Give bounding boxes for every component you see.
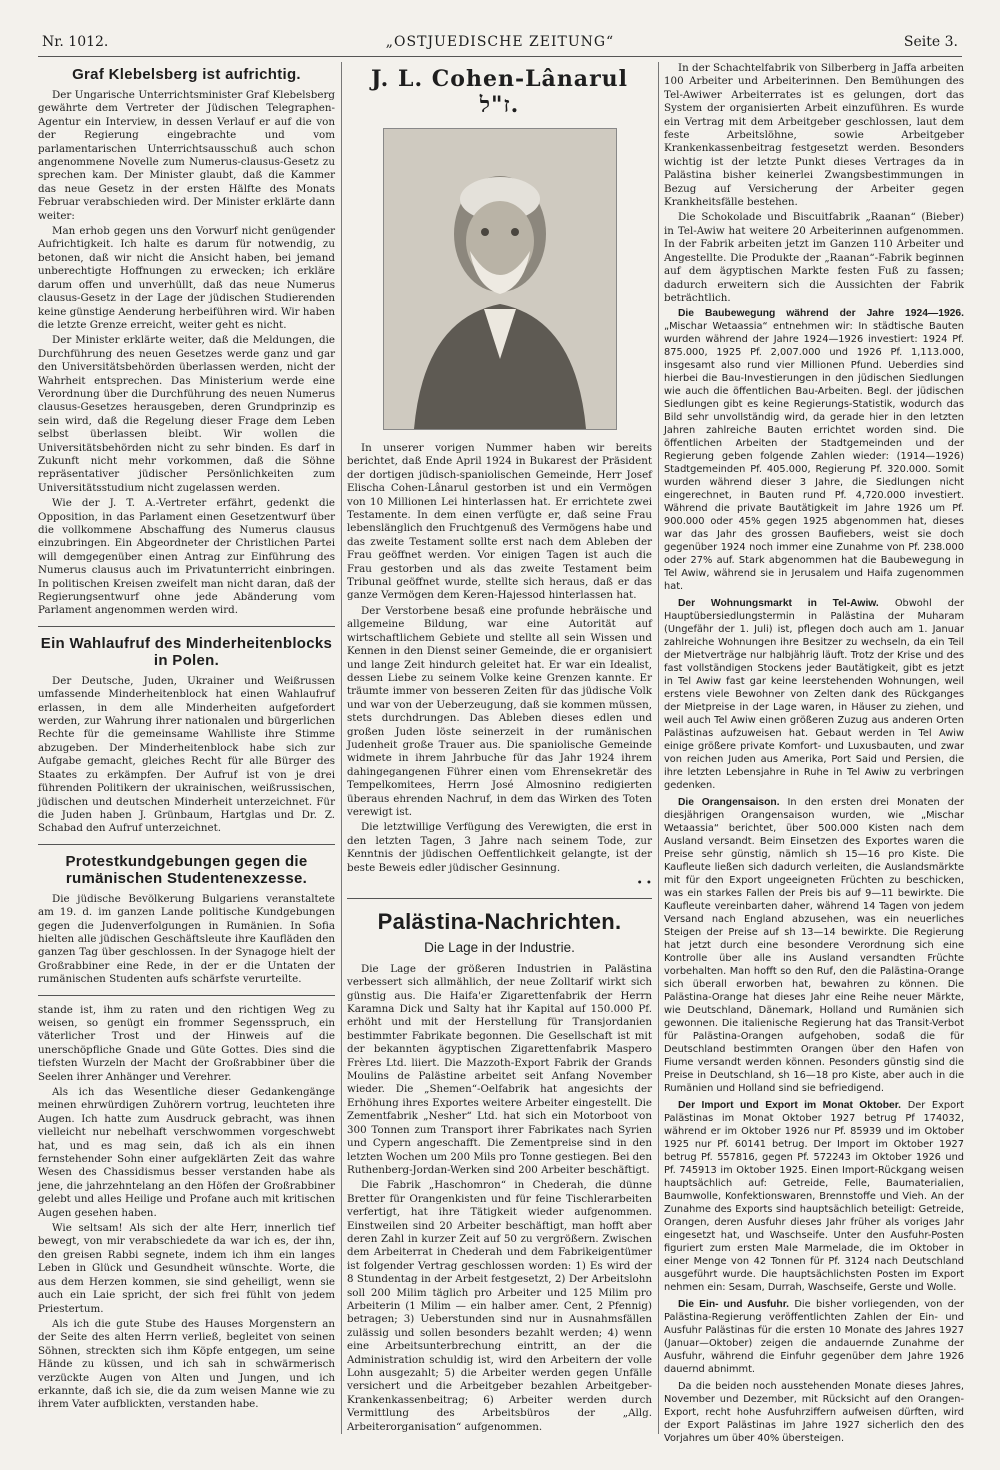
paragraph: Als ich das Wesentliche dieser Gedankengänge meinen ehrwürdigen Zuhörern vortrug, leuchteten ihre Augen. Ich hatte zum Ausdruck gebracht, was ihnen vielleicht nur nebelhaft verschwommen vorgeschwebt hat, und es mag sein, daß ich als ein ihnen fernstehender Sohn einer aufgeklärten Zeit das wahre Wesen des Chassidismus besser verstanden habe als jene, die jahrzehntelang an den Höfen der Großrabbiner gelebt und alles Heilige und Profane auch mit kritischen Augen gesehen haben. (38, 1086, 335, 1219)
paragraph: In unserer vorigen Nummer haben wir bereits berichtet, daß Ende April 1924 in Bukarest der Präsident der dortigen jüdisch-spaniolischen Gemeinde, Herr Josef Elischa Cohen-Lânarul gestorben ist und ein Vermögen von 10 Millionen Lei hinterlassen hat. Er errichtete zwei Testamente. In dem einen verfügte er, daß seine Frau lebenslänglich den Fruchtgenuß des Vermögens habe und das zweite Testament sollte erst nach dem Ableben der Frau geöffnet werden. Vor einigen Tagen ist auch die Frau gestorben und als das zweite Testament beim Tribunal geöffnet wurde, stellte sich heraus, daß er das ganze Vermögen dem Keren-Hajessod hinterlassen hat. (347, 442, 652, 602)
column-rule (658, 62, 659, 1434)
divider (38, 626, 335, 627)
paragraph: In der Schachtelfabrik von Silberberg in Jaffa arbeiten 100 Arbeiter und Arbeiterinnen. Den Bemühungen des Tel-Awiwer Arbeiterrates ist es gelungen, dort das System der organisierten Arbeit einzuführen. Es wurde ein Vertrag mit dem Arbeitgeber geschlossen, laut dem feste Arbeitslöhne, sowie Arbeitgeber Krankenkassenbeitrag festgesetzt werden. Besonders wichtig ist der letzte Punkt dieses Vertrages da in Palästina bisher keinerlei Zwangsbestimmungen in Bezug auf Versicherung der Arbeiter gegen Krankheitsfälle bestehen. (664, 62, 964, 209)
paragraph: Wie seltsam! Als sich der alte Herr, innerlich tief bewegt, von mir verabschiedete da war ich es, der ihn, den greisen Rabbi segnete, indem ich ihm ein langes Leben in Glück und Gesundheit wünschte. Worte, die aus dem Herzen kommen, sie sind geheiligt, wenn sie auch ein Laie spricht, der sich frei fühlt von jedem Priestertum. (38, 1222, 335, 1315)
paragraph: Der Minister erklärte weiter, daß die Meldungen, die Durchführung des neuen Gesetzes werde ganz und gar den Universitätsbehörden überlassen werden, nicht der Wahrheit entsprechen. Das Ministerium werde eine Verordnung über die Durchführung des neuen Numerus clausus-Gesetzes herausgeben, deren Grundprinzip es sein wird, daß die Regelung dieser Frage dem Leben selbst überlassen bleibt. Wir wollen die Universitätsbehörden nicht zu sehr binden. Es darf in Zukunft nicht mehr vorkommen, daß die Söhne repräsentativer jüdischer Persönlichkeiten zum Universitätsstudium nicht zugelassen werden. (38, 334, 335, 494)
divider (38, 844, 335, 845)
paragraph: Die jüdische Bevölkerung Bulgariens veranstaltete am 19. d. im ganzen Lande politische Kundgebungen gegen die Judenverfolgungen in Rumänien. In Sofia hielten alle jüdischen Geschäftsleute ihre Kaufläden den ganzen Tag über geschlossen. In der Synagoge hielt der Großrabbiner eine Rede, in der er die Untaten der rumänischen Studenten aufs schärfste verurteilte. (38, 892, 335, 986)
news-item-heading: Die Ein- und Ausfuhr. (678, 1299, 790, 1311)
paragraph: Der Ungarische Unterrichtsminister Graf Klebelsberg gewährte dem Vertreter der Jüdischen Telegraphen-Agentur ein Interview, in dessen Verlauf er auf die von der Regierung eingebrachte und vom parlamentarischen Unterrichtsausschuß auch schon angenommene Novelle zum Numerus-clausus-Gesetz zu sprechen kam. Der Minister glaubt, daß die Kammer das neue Gesetz in der ersten Hälfte des Monats Februar verabschieden wird. Der Minister erklärte dann weiter: (38, 89, 335, 222)
paragraph: Wie der J. T. A.-Vertreter erfährt, gedenkt die Opposition, in das Parlament einen Gesetzentwurf über die vollkommene Abschaffung des Numerus clausus einzubringen. Ein Abgeordneter der Christlichen Partei will demgegenüber einen Antrag zur Einführung des Numerus clausus auch im Privatunterricht einbringen. In politischen Kreisen zweifelt man nicht daran, daß der Regierungsentwurf ohne jede Abänderung vom Parlament angenommen werden wird. (38, 497, 335, 617)
paragraph: Die Schokolade und Biscuitfabrik „Raanan“ (Bieber) in Tel-Awiw hat weitere 20 Arbeiterinnen aufgenommen. In der Fabrik arbeiten jetzt im Ganzen 110 Arbeiter und Angestellte. Die Produkte der „Raanan“-Fabrik beginnen auf dem ägyptischen Markte festen Fuß zu fassen; dadurch erweitern sich die Aussichten der Fabrik beträchtlich. (664, 211, 964, 304)
paragraph: Da die beiden noch ausstehenden Monate dieses Jahres, November und Dezember, mit Rücksicht auf den Orangen-Export, recht hohe Ausfuhrziffern aufweisen dürften, wird der Export Palästinas im Jahre 1927 sicherlich den des Vorjahres um über 40% übersteigen. (664, 1381, 964, 1445)
section-title-palaestina: Palästina-Nachrichten. (377, 909, 622, 935)
paragraph: Der Verstorbene besaß eine profunde hebräische und allgemeine Bildung, war eine Autorität auf wirtschaftlichem Gebiete und stellte all sein Wissen und Kennen in den Dienst seiner Gemeinde, die er organisiert und lange Zeit hindurch geleitet hat. Er war ein Idealist, dessen Liebe zu seinem Volke keine Grenzen kannte. Er träumte immer von besseren Zeiten für das jüdische Volk und war von der Ueberzeugung, daß sie kommen müssen, stets durchdrungen. Das Ableben dieses edlen und großen Juden löste seinerzeit in der rumänischen Judenheit große Trauer aus. Die spaniolische Gemeinde widmete in ihrem Jahrbuche für das Jahr 1924 ihrem dahingegangenen Führer einen vom Ehrensekretär des Tempelkomitees, Herrn José Almosnino redigierten überaus ehrenden Nachruf, in dem das Wirken des Toten verewigt ist. (347, 604, 652, 818)
news-item-text: Der Export Palästinas im Monat Oktober 1927 betrug Pf 174032, während er im Oktober 1926 nur Pf. 85939 und im Oktober 1925 nur Pf. 60141 betrug. Der Import im Oktober 1927 betrug Pf. 557816, gegen Pf. 572243 im Oktober 1926 und Pf. 745913 im Oktober 1925. Einen Import-Rückgang weisen hauptsächlich auf: Getreide, Felle, Baumaterialien, Baumwolle, Konfektionswaren, Brennstoffe und Vieh. An der Zunahme des Exports sind hauptsächlich beteiligt: Getreide, Orangen, deren Ausfuhr dieses Jahr früher als voriges Jahr eingesetzt hat, und Waschseife. Unter den Ausfuhr-Posten figuriert zum ersten Male Marmelade, die im Oktober in einer Menge von 42 Tonnen für Pf. 3124 nach Deutschland ausgeführt wurde. Die hauptsächlichsten Posten im Export nehmen ein: Sesam, Durrah, Waschseife, Gerste und Wolle. (664, 1100, 964, 1294)
paragraph: Die Lage der größeren Industrien in Palästina verbessert sich allmählich, der neue Zolltarif wirkt sich günstig aus. Die Haifa'er Zigarettenfabrik der Herrn Karamna Dick und Salty hat ihr Kapital auf 150.000 Pf. erhöht und mit der Herstellung für Transjordanien bestimmter Fabrikate begonnen. Die Gesellschaft ist mit der bekannten ägyptischen Zigarettenfabrik Maspero Frères Ltd. liiert. Die Mazzoth-Export Fabrik der Grands Moulins de Palästine arbeitet seit Anfang November wieder. Die „Shemen“-Oelfabrik hat angesichts der Erhöhung ihres Exportes weitere Arbeiter eingestellt. Die Zementfabrik „Nesher“ Ltd. hat sich ein Motorboot von 300 Tonnen zum Transport ihrer Fabrikates nach Syrien und Cypern angeschafft. Die Zementpreise sind in den letzten Wochen um 200 Mils pro Tonne gestiegen. Bei den Ruthenberg-Jordan-Werken sind 200 Arbeiter beschäftigt. (347, 962, 652, 1176)
news-item-heading: Der Wohnungsmarkt in Tel-Awiw. (678, 598, 879, 610)
portrait-photo (383, 128, 617, 430)
news-item-heading: Die Baubewegung während der Jahre 1924—1926. (678, 308, 964, 320)
column-left (38, 62, 335, 1434)
section-subtitle: Die Lage in der Industrie. (424, 940, 575, 956)
masthead (38, 30, 962, 57)
column-middle (347, 62, 652, 1434)
news-item-text: Die bisher vorliegenden, von der Palästina-Regierung veröffentlichten Zahlen der Ein- und Ausfuhr Palästinas für die ersten 10 Monate des Jahres 1927 (Januar—Oktober) zeigen die andauernde Zunahme der Ausfuhr, während die Einfuhr gegenüber dem Jahre 1926 dauernd abnimmt. (664, 1299, 964, 1376)
news-item-wohnungsmarkt (664, 597, 964, 792)
news-item-import-export (664, 1099, 964, 1294)
news-item-ein-ausfuhr (664, 1298, 964, 1376)
article-title-klebelsberg: Graf Klebelsberg ist aufrichtig. (72, 66, 301, 83)
news-item-text: In den ersten drei Monaten der diesjährigen Orangensaison wurden, wie „Mischar Wetaassia“ berichtet, über 500.000 Kisten nach dem Ausland versandt. Beim Einsetzen des Exportes waren die Preise sehr günstig, nämlich sh 15—16 pro Kiste. Die Kaufleute ließen sich dadurch verleiten, die Auslandsmärkte mit für den Export ungeeigneten Früchten zu beschicken, was ein starkes Fallen der Preis bis auf 9—11 bewirkte. Die Kaufleute vereinbarten daher, während 14 Tagen von jedem Versand nach England abzusehen, was ein neuerliches Steigen der Preise auf sh 13—14 bewirkte. Die Regierung hat jetzt durch eine besondere Verordnung sich eine Kontrolle über alle ins Ausland versandten Früchte vorbehalten. Man hofft so den Ruf, den die Palästina-Orange sich überall erworben hat, bewahren zu können. Die Palästina-Orange hat dieses Jahr eine Reihe neuer Märkte, wie Deutschland, Dänemark, Holland und Rumänien sich gewonnen. Die italienische Regierung hat das Transit-Verbot für Palästina-Orangen aufgehoben, sodaß die für Deutschland bestimmten Orangen über den Hafen von Fiume versandt werden können. Pesonders günstig sind die Preise in Deutschland, sh 16—18 pro Kiste, aber auch in die Rumänien und Holland sind sie befriedigend. (664, 797, 964, 1095)
paragraph: stande ist, ihm zu raten und den richtigen Weg zu weisen, so genügt ein frommer Segensspruch, ein väterlicher Trost und der Hinweis auf die unerschöpfliche Gnade und Güte Gottes. Dies sind die tiefsten Wurzeln der Macht der Großrabbiner über die Seelen ihrer Anhänger und Verehrer. (38, 1003, 335, 1083)
portrait-image (384, 129, 616, 429)
divider (347, 898, 652, 899)
news-item-text: „Mischar Wetaassia“ entnehmen wir: In städtische Bauten wurden während der Jahre 1924—1926 investiert: 1924 Pf. 875.000, 1925 Pf. 2,007.000 und 1926 Pf. 1,113.000, insgesamt also rund vier Millionen Pfund. Ueberdies sind hierbei die Bau-Investierungen in den jüdischen Siedlungen wie auch die öffentlichen Bau-Arbeiten. Begl. der jüdischen Siedlungen gibt es keine Regierungs-Statistik, wodurch das Bild sehr unvollständig wird, da gerade hier in den letzten Jahren zahlreiche Bauten errichtet worden sind. Die öffentlichen Arbeiten der Stadtgemeinden und der Regierung geben folgende Zahlen wieder: (1914—1926) Stadtgemeinden Pf. 405.000, Regierung Pf. 320.000. Somit wurden während dieser 3 Jahre, die Siedlungen nicht eingerechnet, in Bauten rund Pf. 4,720.000 investiert. Während die private Bautätigkeit im Jahre 1926 um Pf. 900.000 oder 45% gegen 1925 abgenommen hat, dieses war das Jahr des grossen Baufiebers, weist sie doch gegenüber 1924 noch immer eine Zunahme von Pf. 238.000 oder 27% auf. Stark abgenommen hat die Baubewegung in Tel Awiw, während sie in Jerusalem und Haifa zugenommen hat. (664, 321, 964, 593)
paragraph: Man erhob gegen uns den Vorwurf nicht genügender Aufrichtigkeit. Ich halte es darum für notwendig, zu betonen, daß wir nicht die Ansicht haben, bei jemand unberechtigte Hoffnungen zu erwecken; ich erkläre darum offen und unverhüllt, daß das neue Numerus clausus-Gesetz in der Lage der jüdischen Studierenden keine günstige Aenderung herbeiführen wird. Wir haben die letzte Grenze erreicht, weiter geht es nicht. (38, 225, 335, 331)
article-title-wahlaufruf: Ein Wahlaufruf des Minderheitenblocks in Polen. (40, 634, 333, 669)
news-item-heading: Der Import und Export im Monat Oktober. (678, 1100, 902, 1112)
page-number: Seite 3. (903, 34, 958, 50)
news-briefs (664, 307, 964, 1445)
paragraph: Der Deutsche, Juden, Ukrainer und Weißrussen umfassende Minderheitenblock hat einen Wahlaufruf erlassen, in dem alle Minderheiten aufgefordert werden, zur Wahrung ihrer nationalen und bürgerlichen Rechte für die gemeinsame Wahlliste ihre Stimme abzugeben. Der Minderheitenblock habe sich zur Aufgabe gemacht, gleiches Recht für alle Bürger des Staates zu erkämpfen. Der Aufruf ist von je drei führenden Politikern der ukrainischen, weißrussischen, jüdischen und deutschen Minderheit unterzeichnet. Für die Juden haben J. Grünbaum, Hartglas und Dr. Z. Schabad den Aufruf unterzeichnet. (38, 674, 335, 835)
newspaper-title: „OSTJUEDISCHE ZEITUNG“ (385, 34, 615, 50)
news-item-text: Obwohl der Hauptübersiedlungstermin in Palästina der Muharam (Ungefähr der 1. Juli) ist, pflegen doch auch am 1. Januar zahlreiche Wohnungen ihre Besitzer zu wechseln, da ein Teil der Mietverträge nur halbjährig läuft. Trotz der Krise und des fast vollständigen Stockens jeder Bautätigkeit, gibt es jetzt in Tel Awiw fast gar keine leerstehenden Wohnungen, weil erstens viele Bewohner von Zelten dank des Rückganges der Mietpreise in der Lage waren, in Häuser zu ziehen, und weil auch Tel Awiw einen größeren Zuzug aus anderen Orten Palästinas aufzuweisen hat. Gebaut werden in Tel Awiw einige größere private Komfort- und Luxusbauten, und zwar von reichen Juden aus Amerika, Port Said und Persien, die ihre letzten Lebensjahre in Ruhe in Tel Awiw zu verbringen gedenken. (664, 598, 964, 792)
issue-number: Nr. 1012. (42, 34, 109, 50)
column-right (664, 62, 964, 1445)
divider (38, 995, 335, 996)
news-item-heading: Die Orangensaison. (678, 797, 780, 809)
article-title-cohen: J. L. Cohen-Lânarul ז"ל. (370, 66, 629, 118)
paragraph: Als ich die gute Stube des Hauses Morgenstern an der Seite des alten Herrn verließ, begleitet von seinen Söhnen, streckten sich ihm Köpfe entgegen, um seine Hände zu küssen, und ich sah in schwärmerisch verzückte Augen von Alten und Jungen, und ich erkannte, daß ich sie, die da zum weisen Manne wie zu ihrem Vater aufblickten, verstanden habe. (38, 1317, 335, 1411)
article-title-protest: Protestkundgebungen gegen die rumänischen Studentenexzesse. (65, 852, 308, 887)
paragraph: Die letztwillige Verfügung des Verewigten, die erst in den letzten Tagen, 3 Jahre nach seinem Tode, zur Kenntnis der jüdischen Oeffentlichkeit gelangte, ist der beste Beweis edler jüdischer Gesinnung. (347, 821, 652, 874)
news-item-baubewegung (664, 307, 964, 593)
news-item-orangensaison (664, 796, 964, 1095)
paragraph: Die Fabrik „Haschomron“ in Chederah, die dünne Bretter für Orangenkisten und für feine Tischlerarbeiten verfertigt, hat ihre Tätigkeit wieder aufgenommen. Einstweilen sind 20 Arbeiter beschäftigt, man hofft aber deren Zahl in kurzer Zeit auf 50 zu vergrößern. Zwischen dem Arbeiterrat in Chederah und dem Fabrikeigentümer ist folgender Vertrag geschlossen worden: 1) Es wird der 8 Stundentag in der Arbeit festgesetzt, 2) Der Arbeitslohn soll 200 Milim täglich pro Arbeiter und 125 Milim pro Arbeiterin (1 Milim — ein halber amer. Cent, 2 Pfennig) betragen; 3) Ueberstunden sind nur in Ausnahmsfällen zulässig und sollen besonders bezahlt werden; 4) wenn eine Arbeitsunterbrechung eintritt, an der die Administration schuldig ist, wird den Arbeitern der volle Lohn ausgezahlt; 5) die Arbeiter werden gegen Unfälle versichert und die Arbeitgeber bezahlen Arbeitgeber-Krankenkassenbeitrag; 6) Arbeiter werden durch Vermittlung des Arbeitsbüros der „Allg. Arbeiterorganisation“ aufgenommen. (347, 1179, 652, 1433)
column-rule (341, 62, 342, 1434)
end-mark: • • (636, 877, 652, 889)
